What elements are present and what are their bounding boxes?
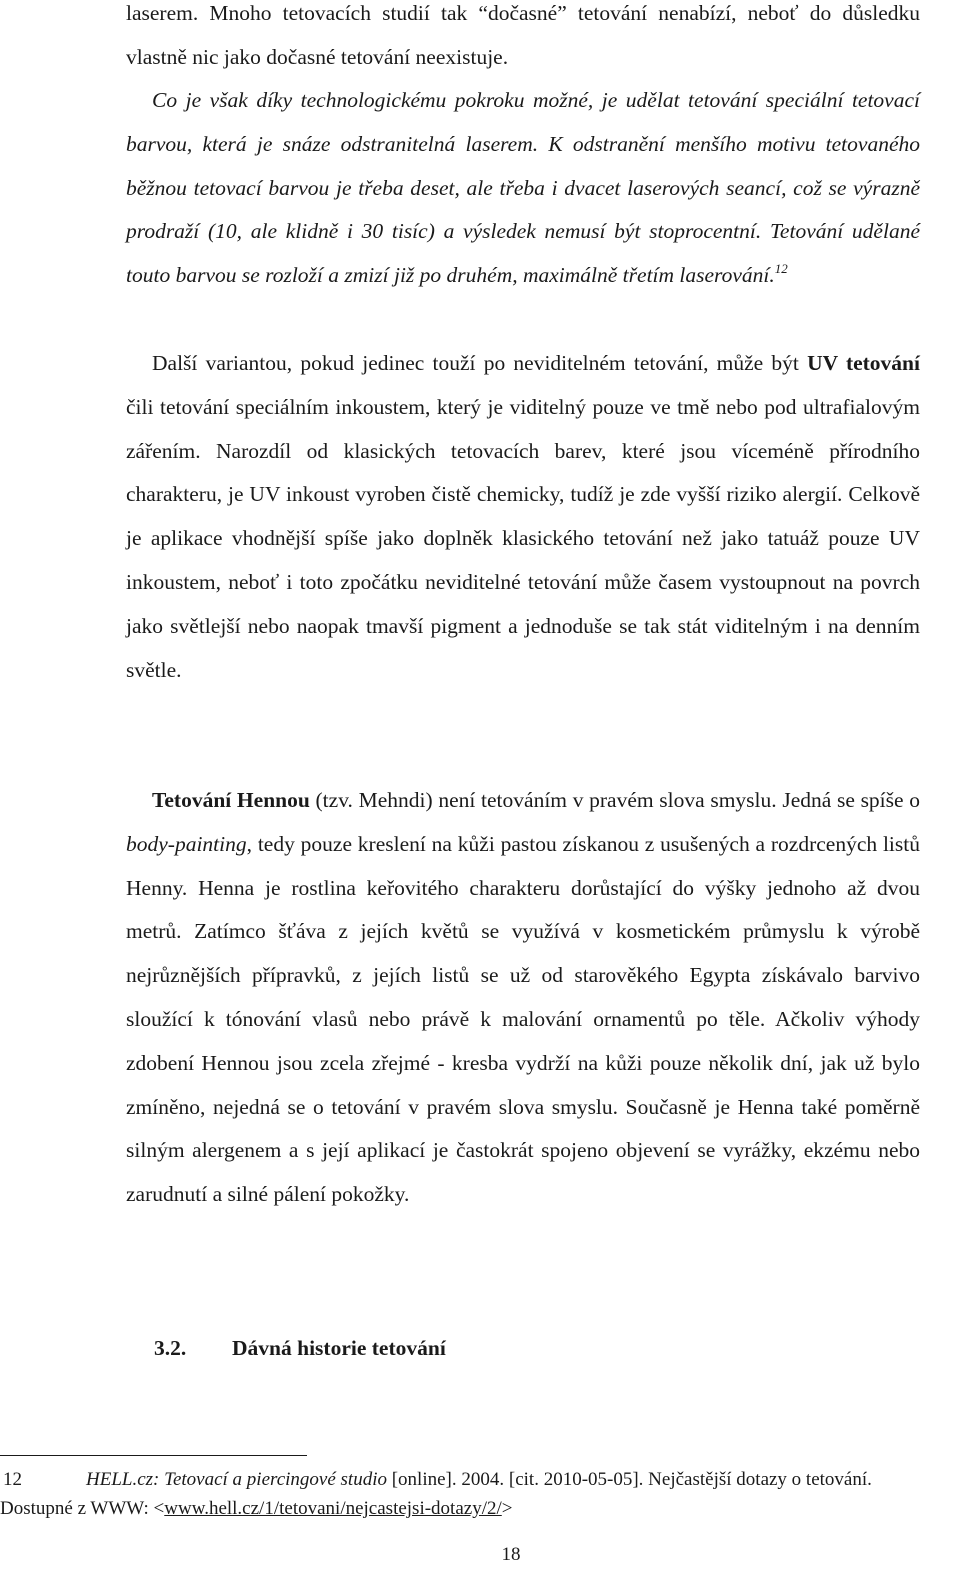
paragraph-uv-tattoo: Další variantou, pokud jedinec touží po neviditelném tetování, může být UV tetování čili tetování speciálním inkoustem, který je viditelný pouze ve tmě nebo pod ultrafialovým zářením. Narozdíl od klasických tetovacích barev, které jsou víceméně přírodního charakteru, je UV inkoust vyroben čistě chemicky, tudíž je zde vyšší riziko alergií. Celkově je aplikace vhodnější spíše jako doplněk klasického tetování než jako tatuáž pouze UV inkoustem, neboť i toto zpočátku neviditelné tetování může časem vystoupnout na povrch jako světlejší nebo naopak tmavší pigment a jednoduše se tak stát viditelným i na denním světle. xyxy=(126,351,920,682)
page-number: 18 xyxy=(501,1544,521,1565)
section-heading xyxy=(154,1336,446,1361)
footnote-source: HELL.cz: Tetovací a piercingové studio xyxy=(86,1469,387,1490)
footnote-reference[interactable]: 12 xyxy=(774,261,788,277)
footnote-divider xyxy=(0,1455,307,1456)
footnote-url-link[interactable]: www.hell.cz/1/tetovani/nejcastejsi-dotazy/2/ xyxy=(164,1498,502,1519)
section-number: 3.2. xyxy=(154,1336,187,1360)
paragraph-henna-tattoo: Tetování Hennou (tzv. Mehndi) není tetováním v pravém slova smyslu. Jedná se spíše o body-painting, tedy pouze kreslení na kůži pastou získanou z usušených a rozdrcených listů Henny. Henna je rostlina keřovitého charakteru dorůstající do výšky jednoho až dvou metrů. Zatímco šťáva z jejích květů se využívá v kosmetickém průmyslu k výrobě nejrůznějších přípravků, z jejích listů se už od starověkého Egypta získávalo barvivo sloužící k tónování vlasů nebo právě k malování ornamentů po těle. Ačkoliv výhody zdobení Hennou jsou zcela zřejmé - kresba vydrží na kůži pouze několik dní, jak už bylo zmíněno, nejedná se o tetování v pravém slova smyslu. Současně je Henna také poměrně silným alergenem a s její aplikací je častokrát spojeno objevení se vyrážky, ekzému nebo zarudnutí a silné pálení pokožky. xyxy=(126,788,921,1207)
footnote: 12 HELL.cz: Tetovací a piercingové studio [online]. 2004. [cit. 2010-05-05]. Nejčastější dotazy o tetování. Dostupné z WWW: <www.hell.cz/1/tetovani/nejcastejsi-dotazy/2/> xyxy=(0,1465,960,1523)
special-ink-text: Co je však díky technologickému pokroku možné, je udělat tetování speciální tetovací barvou, která je snáze odstranitelná laserem. K odstranění menšího motivu tetovaného běžnou tetovací barvou je třeba deset, ale třeba i dvacet laserových seancí, což se výrazně prodraží (10, ale klidně i 30 tisíc) a výsledek nemusí být stoprocentní. Tetování udělané touto barvou se rozloží a zmizí již po druhém, maximálně třetím laserování. xyxy=(126,88,920,288)
body-painting-term: body-painting xyxy=(126,831,247,856)
paragraph-special-ink xyxy=(126,79,920,298)
section-title: Dávná historie tetování xyxy=(232,1336,446,1360)
paragraph-laser-intro: laserem. Mnoho tetovacích studií tak “dočasné” tetování nenabízí, neboť do důsledku vlastně nic jako dočasné tetování neexistuje. xyxy=(126,1,920,69)
henna-tattoo-term: Tetování Hennou xyxy=(152,788,310,812)
uv-tattoo-term: UV tetování xyxy=(807,351,920,375)
footnote-number: 12 xyxy=(3,1469,22,1490)
